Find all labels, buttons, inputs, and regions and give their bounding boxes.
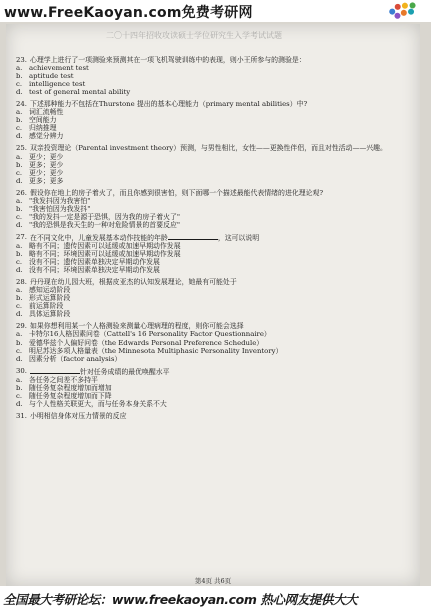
question-27: [16, 233, 412, 274]
site-header: [0, 0, 431, 22]
question-number: 29.: [16, 322, 27, 331]
option-text: achievement test: [29, 64, 89, 73]
option-text: 爱德华兹个人偏好问卷（the Edwards Personal Preference Schedule）: [29, 338, 264, 347]
option-letter: b.: [16, 204, 23, 213]
answer-blank: [30, 367, 80, 374]
option-letter: b.: [16, 72, 23, 81]
question-number: 23.: [16, 56, 27, 64]
option-letter: c.: [16, 258, 23, 267]
question-stem: [16, 144, 412, 152]
page-number: 第4页 共6页: [194, 577, 232, 585]
answer-option: [16, 302, 412, 310]
answer-option: [16, 392, 412, 400]
answer-option: [16, 116, 412, 124]
answer-option: [16, 169, 412, 177]
question-text-after: 针对任务成绩的最优唤醒水平: [80, 367, 170, 376]
option-letter: d.: [16, 88, 23, 97]
question-number: 26.: [16, 188, 27, 197]
question-25: [16, 144, 412, 184]
answer-option: [16, 88, 412, 96]
option-text: 归纳推理: [29, 124, 57, 133]
option-text: 具体运算阶段: [29, 310, 71, 319]
question-text: 假设你在地上的房子着火了，而且你感到很害怕，则下面哪一个描述最能代表情绪的进化理论观?: [30, 188, 324, 197]
option-text: 各任务之间差不多持平: [29, 375, 98, 384]
option-text: 明尼苏达多项人格量表（the Minnesota Multiphasic Personality Inventory）: [29, 346, 283, 355]
option-text: test of general mental ability: [29, 88, 131, 97]
answer-option: [16, 177, 412, 185]
option-text: 空间能力: [29, 116, 57, 125]
option-text: 略有不同；遗传因素可以延缓或加速早期动作发展: [29, 241, 181, 250]
answer-option: [16, 153, 412, 161]
question-text: 小明相信身体对压力情景的反应: [30, 411, 127, 420]
answer-option: [16, 161, 412, 169]
answer-option: [16, 124, 412, 132]
option-letter: b.: [16, 338, 23, 347]
question-stem: [16, 412, 412, 420]
option-text: 卡特尔16人格因素问卷（Cattell's 16 Personality Factor Questionnaire）: [29, 330, 271, 339]
option-text: 没有不同；环境因素单独决定早期动作发展: [29, 266, 160, 275]
question-number: 28.: [16, 278, 27, 287]
question-text: 如果你想利用某一个人格测验来测量心理病理的程度，则你可能会选择: [30, 322, 244, 331]
option-letter: a.: [16, 241, 23, 250]
answer-option: [16, 376, 412, 384]
question-number: 25.: [16, 144, 27, 153]
answer-option: [16, 250, 412, 258]
question-number: 27.: [16, 232, 27, 241]
option-text: 更多；更少: [29, 160, 64, 169]
option-text: 随任务复杂程度增加而增加: [29, 383, 112, 392]
option-text: 更多；更多: [29, 176, 64, 185]
question-24: [16, 100, 412, 140]
answer-option: [16, 294, 412, 302]
option-letter: d.: [16, 310, 23, 319]
question-26: [16, 189, 412, 229]
answer-option: [16, 64, 412, 72]
option-letter: b.: [16, 116, 23, 125]
option-text: 形式运算阶段: [29, 294, 71, 303]
option-letter: d.: [16, 176, 23, 185]
question-stem: [16, 56, 412, 64]
answer-option: [16, 132, 412, 140]
option-text: intelligence test: [29, 80, 86, 89]
question-text-before: 在不同文化中，儿童发展基本动作技能的年龄: [30, 233, 168, 242]
answer-option: [16, 242, 412, 250]
answer-option: [16, 213, 412, 221]
question-text: [30, 233, 412, 242]
option-letter: d.: [16, 220, 23, 229]
question-list: [16, 56, 412, 420]
option-text: 感觉分辨力: [29, 132, 64, 141]
option-text: 随任务复杂程度增加而下降: [29, 391, 112, 400]
option-letter: d.: [16, 399, 23, 408]
option-text: "我的发抖一定是源于恐惧，因为我的房子着火了": [29, 212, 181, 221]
site-footer: [0, 586, 431, 609]
option-text: "我的恐惧是我天生的一种对危险情景的首要反应": [29, 220, 181, 229]
answer-option: [16, 80, 412, 88]
option-letter: d.: [16, 354, 23, 363]
option-text: 略有不同；环境因素可以延缓或加速早期动作发展: [29, 250, 181, 259]
option-letter: c.: [16, 212, 23, 221]
question-text: 心理学上进行了一项测验来预测其在一项飞机驾驶训练中的表现，则小王所参与的测验是：: [30, 56, 306, 64]
option-letter: c.: [16, 346, 23, 355]
site-name[interactable]: www.FreeKaoyan.com免费考研网: [4, 5, 253, 21]
option-letter: a.: [16, 375, 23, 384]
question-stem: [16, 278, 412, 286]
option-letter: a.: [16, 196, 23, 205]
question-number: 30.: [16, 366, 27, 375]
question-28: [16, 278, 412, 318]
option-letter: a.: [16, 330, 23, 339]
answer-option: [16, 108, 412, 116]
option-text: 更少；更少: [29, 152, 64, 161]
option-letter: c.: [16, 391, 23, 400]
question-text-after: ，这可以说明: [217, 233, 260, 242]
option-letter: a.: [16, 286, 23, 295]
question-text: 下述那种能力不包括在Thurstone 提出的基本心理能力（primary mental abilities）中?: [30, 100, 308, 109]
answer-option: [16, 310, 412, 318]
option-letter: a.: [16, 108, 23, 117]
answer-option: [16, 400, 412, 408]
question-stem: [16, 233, 412, 242]
question-number: 24.: [16, 100, 27, 109]
option-letter: c.: [16, 168, 23, 177]
option-text: 与个人性格关联更大，而与任务本身关系不大: [29, 399, 167, 408]
option-letter: c.: [16, 80, 23, 89]
option-letter: b.: [16, 160, 23, 169]
option-letter: d.: [16, 132, 23, 141]
answer-option: [16, 347, 412, 355]
option-text: 感知运动阶段: [29, 286, 71, 295]
question-text: 丹丹现在幼儿园大班，根据皮亚杰的认知发展理论，她最有可能处于: [30, 278, 237, 287]
question-stem: [16, 100, 412, 108]
site-logo-icon: [383, 1, 423, 21]
answer-option: [16, 221, 412, 229]
question-stem: [16, 189, 412, 197]
question-31: [16, 412, 412, 420]
option-text: 前运算阶段: [29, 302, 64, 311]
option-letter: d.: [16, 266, 23, 275]
answer-blank: [168, 233, 218, 240]
exam-page: [6, 24, 420, 586]
answer-option: [16, 197, 412, 205]
option-text: 词汇流畅性: [29, 108, 64, 117]
question-number: 31.: [16, 411, 27, 420]
option-letter: c.: [16, 124, 23, 133]
option-text: aptitude test: [29, 72, 74, 81]
option-letter: a.: [16, 64, 23, 73]
option-letter: b.: [16, 383, 23, 392]
question-29: [16, 322, 412, 362]
answer-option: [16, 72, 412, 80]
question-text: [30, 367, 412, 376]
option-letter: c.: [16, 302, 23, 311]
footer-text[interactable]: 全国最大考研论坛：www.freekaoyan.com 热心网友提供大大: [3, 592, 358, 607]
answer-option: [16, 330, 412, 338]
option-text: "我发抖因为我害怕": [29, 196, 91, 205]
question-30: [16, 367, 412, 408]
option-text: 更少；更少: [29, 168, 64, 177]
question-23: [16, 56, 412, 96]
option-text: 因素分析（factor analysis）: [29, 354, 122, 363]
answer-option: [16, 339, 412, 347]
option-letter: b.: [16, 294, 23, 303]
option-letter: a.: [16, 152, 23, 161]
answer-option: [16, 258, 412, 266]
option-text: "我害怕因为我发抖": [29, 204, 91, 213]
answer-option: [16, 355, 412, 363]
question-stem: [16, 367, 412, 376]
answer-option: [16, 205, 412, 213]
answer-option: [16, 384, 412, 392]
page-stamp: 二〇十四年招收攻读硕士学位研究生入学考试试题: [106, 31, 282, 40]
answer-option: [16, 266, 412, 274]
option-text: 没有不同；遗传因素单独决定早期动作发展: [29, 258, 160, 267]
question-text: 双亲投资理论（Parental investment theory）预测，与男性相比，女性——更换性伴侣，而且对性活动——兴趣。: [30, 144, 387, 153]
answer-option: [16, 286, 412, 294]
option-letter: b.: [16, 250, 23, 259]
